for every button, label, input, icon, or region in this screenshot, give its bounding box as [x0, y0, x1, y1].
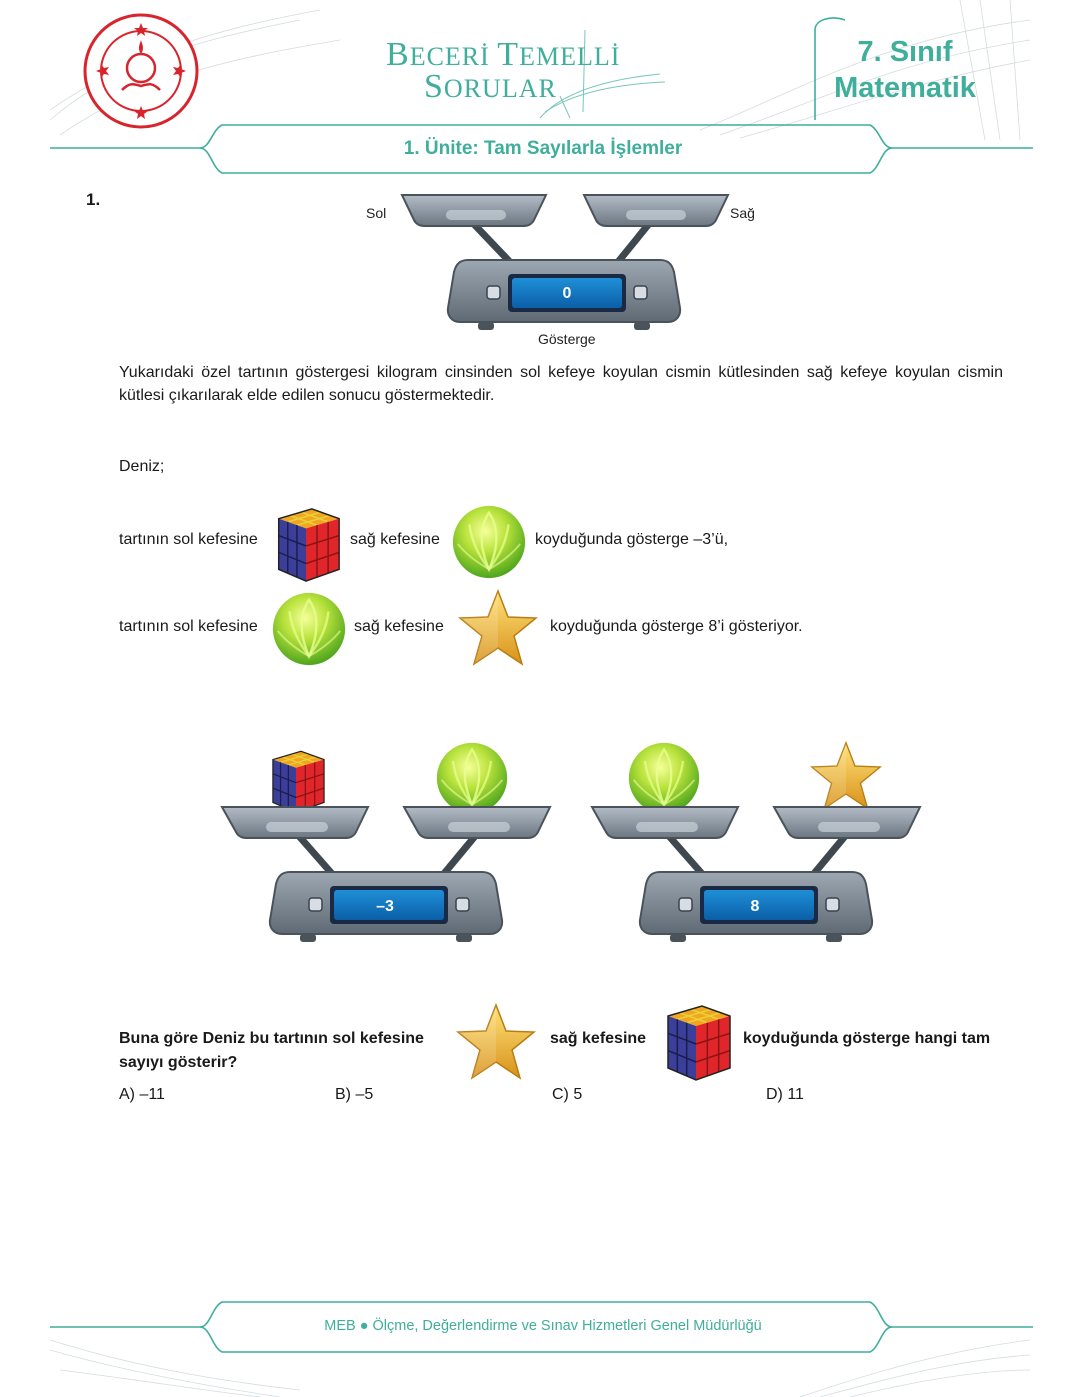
ball-icon [629, 743, 699, 813]
star-icon [458, 588, 538, 668]
name-line: Deniz; [119, 458, 165, 475]
row1-part2: sağ kefesine [350, 531, 440, 548]
unit-title: 1. Ünite: Tam Sayılarla İşlemler [403, 138, 683, 159]
grade-label: 7. Sınıf [857, 36, 953, 68]
footer-decoration [0, 1290, 1080, 1397]
star-icon [812, 743, 880, 809]
option-d[interactable]: D) 11 [766, 1086, 804, 1103]
star-icon [456, 1002, 536, 1082]
ball-icon [270, 590, 348, 668]
scale-a-display-value: –3 [376, 898, 394, 915]
row1-part1: tartının sol kefesine [119, 531, 258, 548]
display-caption: Gösterge [538, 331, 596, 347]
series-title-line1: BECERİ TEMELLİ [386, 36, 621, 73]
row2-part1: tartının sol kefesine [119, 618, 258, 635]
cube-icon [660, 1002, 732, 1082]
scale-b-display-value: 8 [750, 898, 760, 915]
ministry-logo [82, 12, 200, 130]
scale-left-label: Sol [366, 205, 387, 221]
question-number: 1. [86, 190, 101, 209]
prompt-part2: sağ kefesine [550, 1030, 647, 1047]
prompt-part3: koyduğunda gösterge hangi tam [743, 1030, 991, 1047]
prompt-part1: Buna göre Deniz bu tartının sol kefesine [119, 1030, 424, 1047]
cube-icon [270, 505, 342, 583]
footer-text: MEB ● Ölçme, Değerlendirme ve Sınav Hizmetleri Genel Müdürlüğü [324, 1318, 762, 1334]
cube-icon [273, 751, 324, 812]
subject-label: Matematik [834, 72, 976, 104]
series-title-line2: SORULAR [424, 68, 557, 105]
reference-display-value: 0 [562, 285, 572, 302]
scale-cube-vs-ball [220, 740, 556, 946]
prompt-part4: sayıyı gösterir? [119, 1054, 238, 1071]
option-b[interactable]: B) –5 [335, 1086, 374, 1103]
option-a[interactable]: A) –11 [119, 1086, 165, 1103]
ball-icon [437, 743, 507, 813]
row2-part2: sağ kefesine [354, 618, 444, 635]
scale-ball-vs-star [590, 740, 926, 946]
scale-right-label: Sağ [730, 205, 755, 221]
row2-part3: koyduğunda gösterge 8’i gösteriyor. [550, 618, 803, 635]
option-c[interactable]: C) 5 [552, 1086, 583, 1103]
ball-icon [450, 503, 528, 581]
intro-paragraph: Yukarıdaki özel tartının göstergesi kilogram cinsinden sol kefeye koyulan cismin kütlesinden sağ kefeye koyulan cismin kütlesi çıkarılarak elde edilen sonucu göstermektedir. [119, 364, 1003, 404]
grade-subject [822, 34, 988, 106]
row1-part3: koyduğunda gösterge –3’ü, [535, 531, 729, 548]
reference-scale [398, 190, 734, 332]
